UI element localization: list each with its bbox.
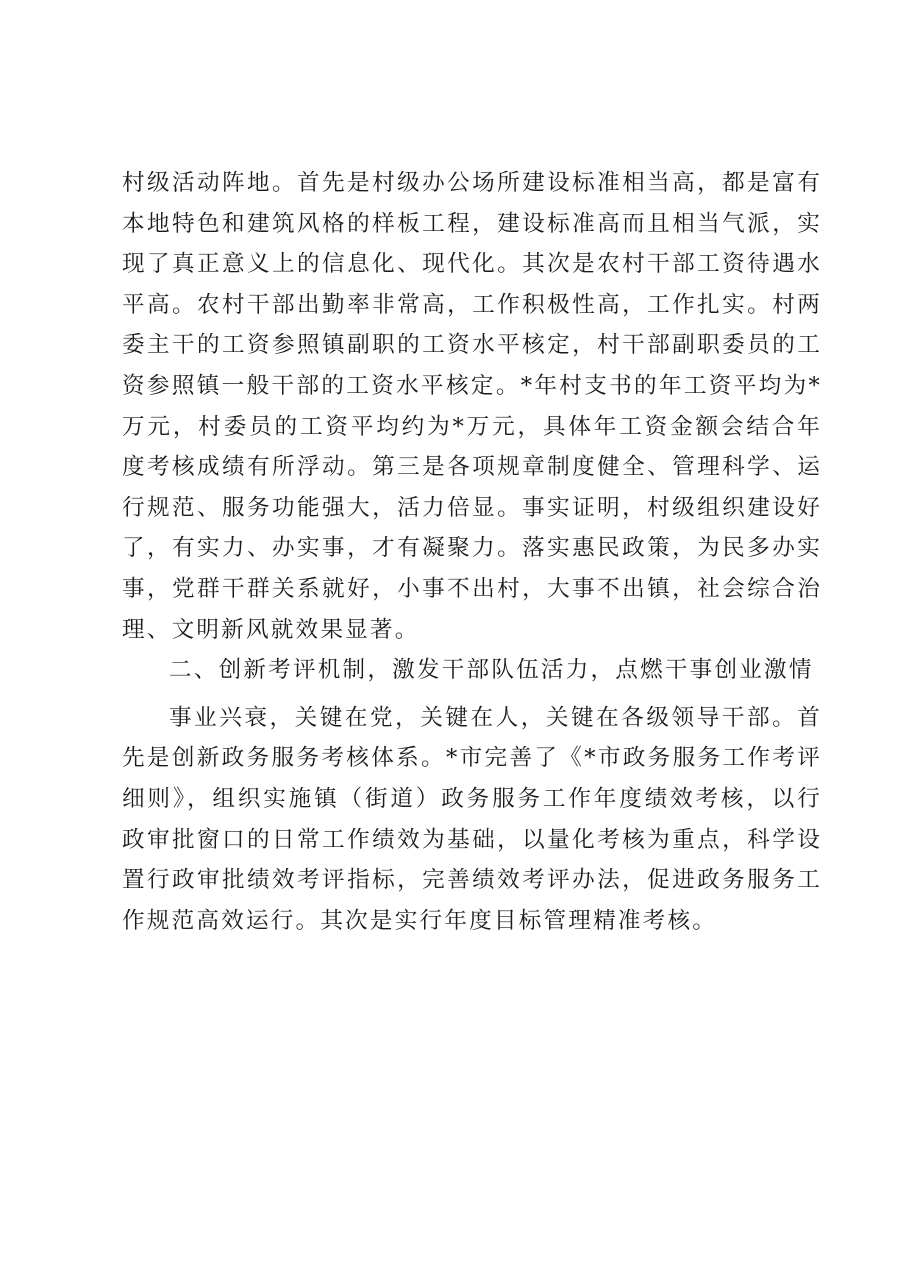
section-heading-2: 二、创新考评机制，激发干部队伍活力，点燃干事创业激情 [169,657,814,684]
paragraph-village-facilities: 村级活动阵地。首先是村级办公场所建设标准相当高，都是富有本地特色和建筑风格的样板工程，建设标准高而且相当气派，实现了真正意义上的信息化、现代化。其次是农村干部工资待遇水平高。农村干部出勤率非常高，工作积极性高，工作扎实。村两委主干的工资参照镇副职的工资水平核定，村干部副职委员的工资参照镇一般干部的工资水平核定。*年村支书的年工资平均为*万元，村委员的工资平均约为*万元，具体年工资金额会结合年度考核成绩有所浮动。第三是各项规章制度健全、管理科学、运行规范、服务功能强大，活力倍显。事实证明，村级组织建设好了，有实力、办实事，才有凝聚力。落实惠民政策，为民多办实事，党群干群关系就好，小事不出村，大事不出镇，社会综合治理、文明新风就效果显著。 [122,170,822,643]
paragraph-evaluation-mechanism: 事业兴衰，关键在党，关键在人，关键在各级领导干部。首先是创新政务服务考核体系。*市完善了《*市政务服务工作考评细则》，组织实施镇（街道）政务服务工作年度绩效考核，以行政审批窗口的日常工作绩效为基础，以量化考核为重点，科学设置行政审批绩效考评指标，完善绩效考评办法，促进政务服务工作规范高效运行。其次是实行年度目标管理精准考核。 [122,704,822,934]
document-body [122,163,822,941]
